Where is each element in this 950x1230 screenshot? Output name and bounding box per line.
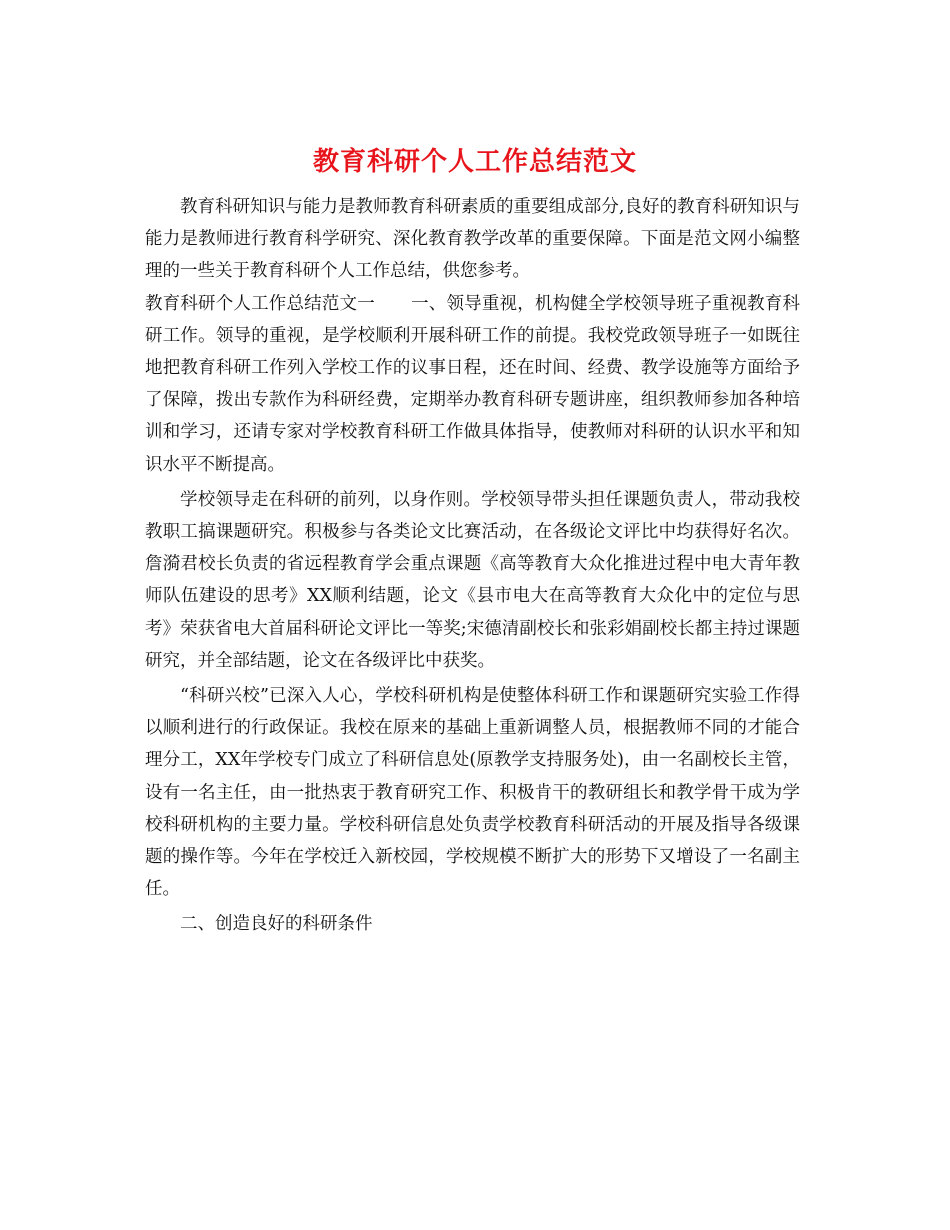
paragraph-leaders-example: 学校领导走在科研的前列，以身作则。学校领导带头担任课题负责人，带动我校教职工搞课题研究。积极参与各类论文比赛活动，在各级论文评比中均获得好名次。詹漪君校长负责的省远程教育学会重点课题《高等教育大众化推进过程中电大青年教师队伍建设的思考》XX顺利结题，论文《县市电大在高等教育大众化中的定位与思考》荣获省电大首届科研论文评比一等奖;宋德清副校长和张彩娟副校长都主持过课题研究，并全部结题，论文在各级评比中获奖。 <box>145 489 800 671</box>
paragraph-research-organization: “科研兴校”已深入人心，学校科研机构是使整体科研工作和课题研究实验工作得以顺利进行的行政保证。我校在原来的基础上重新调整人员，根据教师不同的才能合理分工，XX年学校专门成立了科研信息处(原教学支持服务处)，由一名副校长主管，设有一名主任，由一批热衷于教育研究工作、积极肯干的教研组长和教学骨干成为学校科研机构的主要力量。学校科研信息处负责学校教育科研活动的开展及指导各级课题的操作等。今年在学校迁入新校园，学校规模不断扩大的形势下又增设了一名副主任。 <box>145 686 800 900</box>
paragraph-leadership: 一、领导重视，机构健全学校领导班子重视教育科研工作。领导的重视，是学校顺利开展科研工作的前提。我校党政领导班子一如既往地把教育科研工作列入学校工作的议事日程，还在时间、经费、教学设施等方面给予了保障，拨出专款作为科研经费，定期举办教育科研专题讲座，组织教师参加各种培训和学习，还请专家对学校教育科研工作做具体指导，使教师对科研的认识水平和知识水平不断提高。 <box>145 293 801 475</box>
document-body <box>145 191 800 941</box>
section-one-paragraph <box>145 288 800 481</box>
paragraph-conditions-heading: 二、创造良好的科研条件 <box>180 914 373 935</box>
document-title: 教育科研个人工作总结范文 <box>312 147 637 177</box>
section-heading: 教育科研个人工作总结范文一 <box>145 293 375 314</box>
intro-paragraph: 教育科研知识与能力是教师教育科研素质的重要组成部分,良好的教育科研知识与能力是教师进行教育科学研究、深化教育教学改革的重要保障。下面是范文网小编整理的一些关于教育科研个人工作总结，供您参考。 <box>145 197 800 282</box>
